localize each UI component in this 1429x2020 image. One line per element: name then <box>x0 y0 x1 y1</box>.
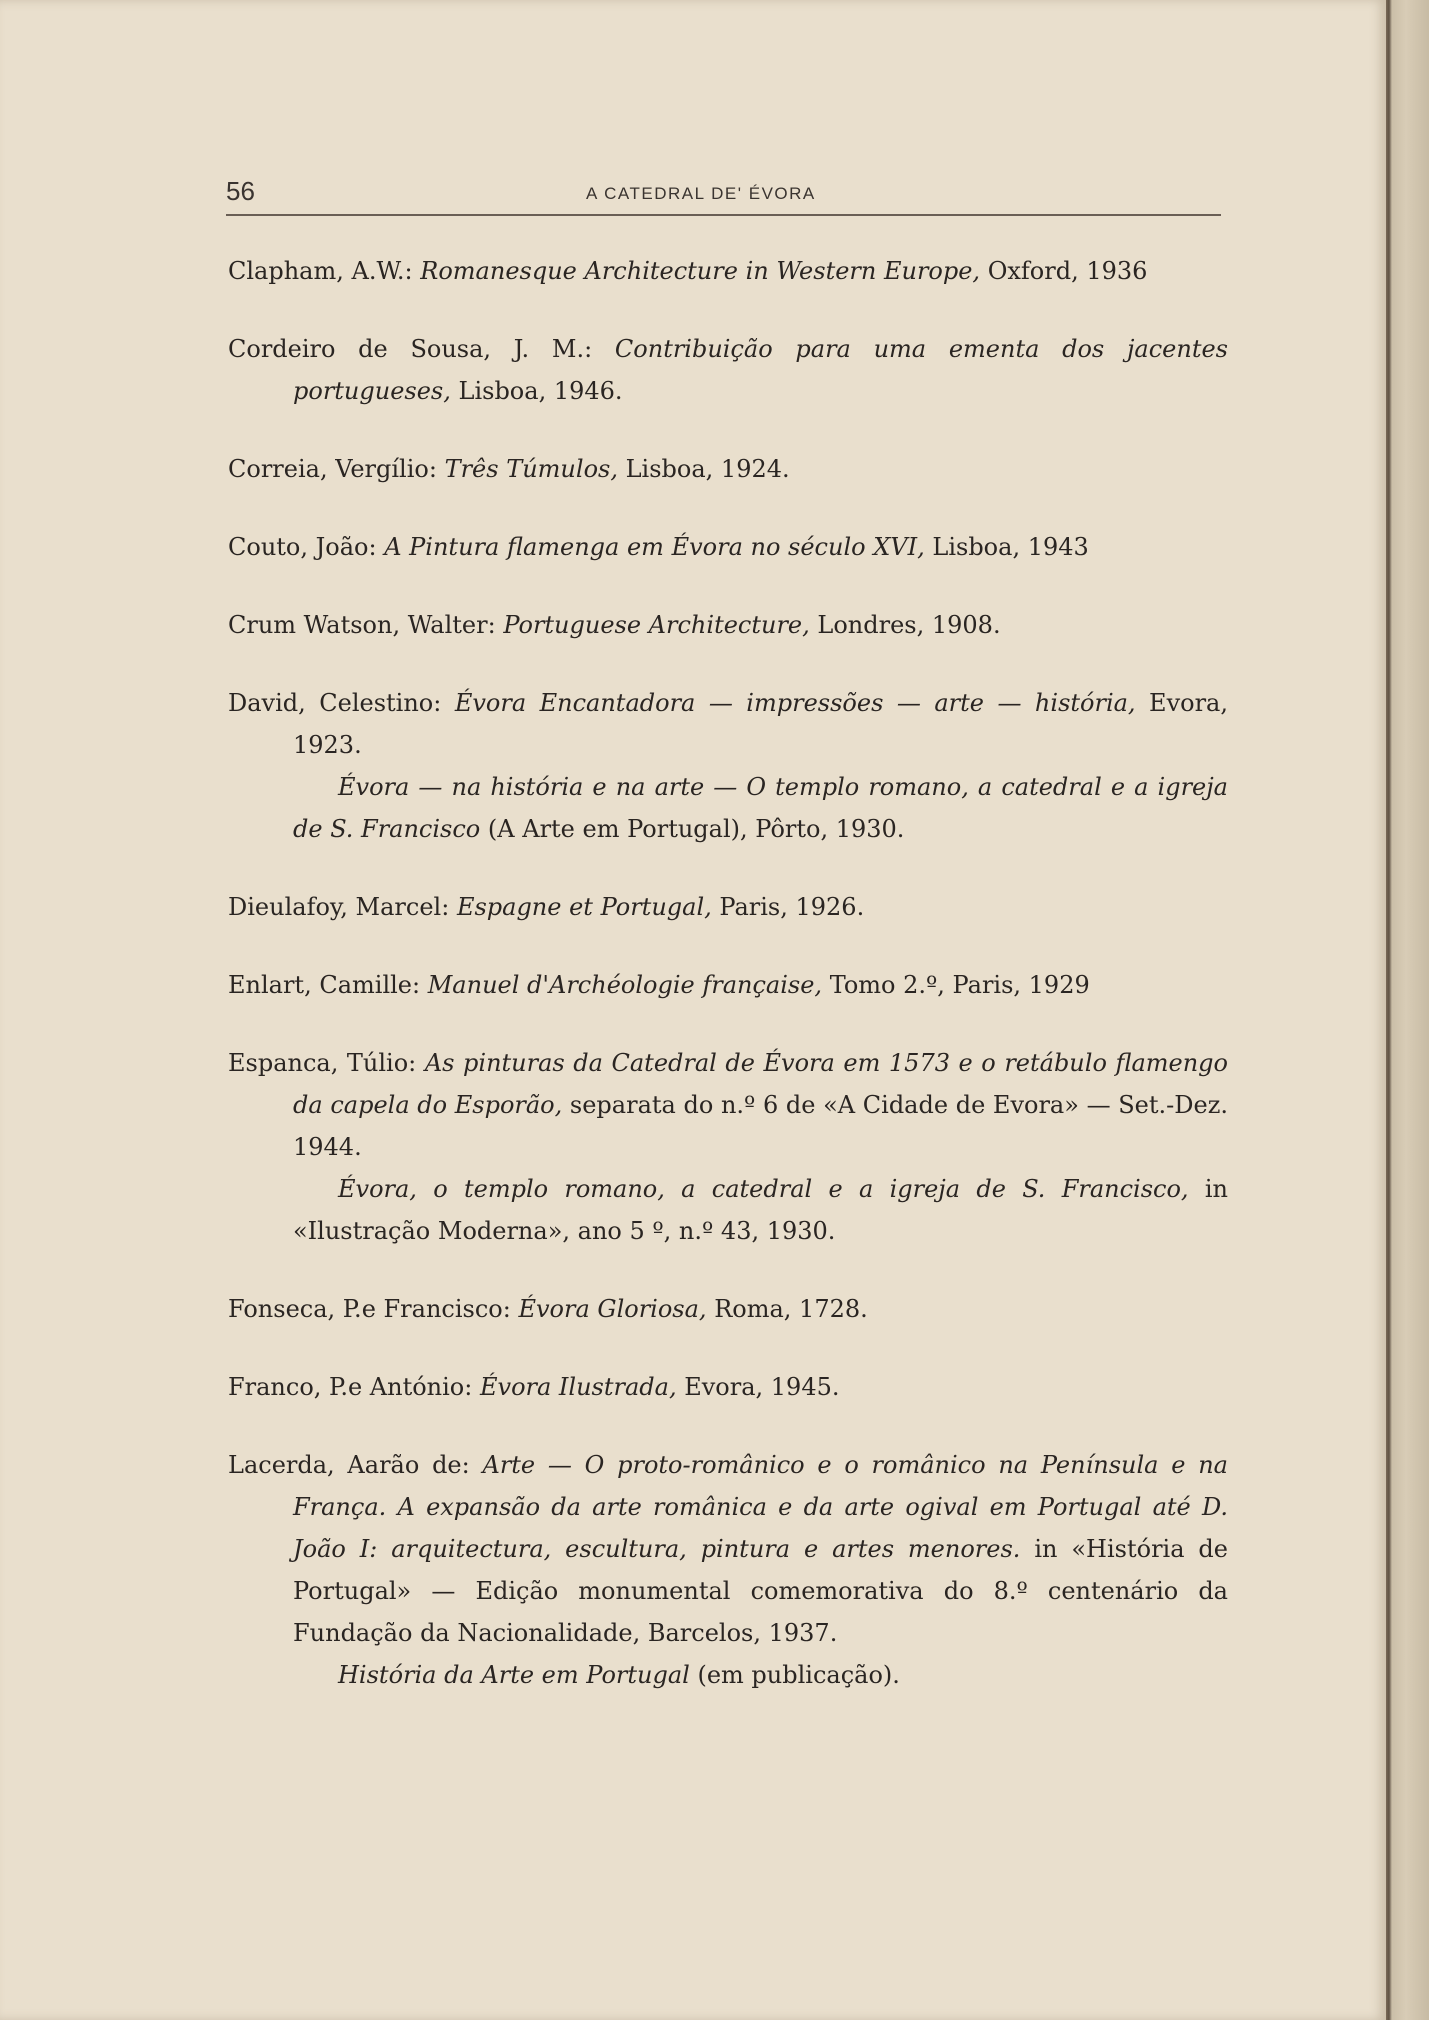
bib-paragraph <box>228 1042 1228 1168</box>
bib-title: As pinturas da Catedral de Évora em 1573 e o retábulo flamengo da capela do Esporão, <box>293 1049 1228 1119</box>
bib-title: Contribuição para uma ementa dos jacentes portugueses, <box>293 335 1228 405</box>
bib-paragraph <box>228 886 1228 928</box>
bib-paragraph <box>228 250 1228 292</box>
page-number: 56 <box>226 176 255 206</box>
bib-entry <box>228 448 1228 490</box>
bib-author: Cordeiro de Sousa, J. M.: <box>228 335 593 363</box>
bib-details: Londres, 1908. <box>817 611 1001 639</box>
bib-entry <box>228 604 1228 646</box>
bib-title: Évora — na história e na arte — O templo romano, a catedral e a igreja de S. Francisco <box>293 773 1228 843</box>
header-rule <box>226 214 1221 216</box>
bib-author: Fonseca, P.e Francisco: <box>228 1295 511 1323</box>
bib-details: Oxford, 1936 <box>987 257 1148 285</box>
bib-title: Évora Ilustrada, <box>479 1373 677 1401</box>
bib-paragraph <box>228 448 1228 490</box>
bib-author: Espanca, Túlio: <box>228 1049 417 1077</box>
book-spine-edge <box>1386 0 1429 2020</box>
bib-author: Crum Watson, Walter: <box>228 611 496 639</box>
bib-title: Portuguese Architecture, <box>503 611 810 639</box>
bib-title: História da Arte em Portugal <box>338 1661 690 1689</box>
bibliography-list <box>228 250 1228 1732</box>
bib-entry <box>228 886 1228 928</box>
bib-entry <box>228 1366 1228 1408</box>
bib-title: Romanesque Architecture in Western Europe, <box>420 257 981 285</box>
bib-details: (em publicação). <box>697 1661 900 1689</box>
bib-details: in «História de Portugal» — Edição monumental comemorativa do 8.º centenário da Fundação da Nacionalidade, Barcelos, 1937. <box>293 1535 1228 1647</box>
bib-details: Paris, 1926. <box>719 893 865 921</box>
bib-continuation <box>228 1654 1228 1696</box>
bib-title: Três Túmulos, <box>444 455 618 483</box>
bib-details: Tomo 2.º, Paris, 1929 <box>829 971 1090 999</box>
bib-paragraph <box>228 604 1228 646</box>
bib-details: Lisboa, 1943 <box>932 533 1089 561</box>
bib-entry <box>228 1042 1228 1252</box>
bib-entry <box>228 250 1228 292</box>
bib-author: Franco, P.e António: <box>228 1373 473 1401</box>
bib-author: Enlart, Camille: <box>228 971 421 999</box>
bib-title: Évora Encantadora — impressões — arte — história, <box>454 689 1136 717</box>
bib-paragraph <box>228 1444 1228 1654</box>
bib-author: Dieulafoy, Marcel: <box>228 893 450 921</box>
bib-title: Arte — O proto-românico e o românico na Península e na França. A expansão da arte românica e da arte ogival em Portugal até D. João I: arquitectura, escultura, pintura e artes menores. <box>293 1451 1228 1563</box>
bib-title: Manuel d'Archéologie française, <box>427 971 823 999</box>
bib-entry <box>228 964 1228 1006</box>
running-title: A CATEDRAL DE' ÉVORA <box>586 184 816 203</box>
bib-continuation <box>228 766 1228 850</box>
bib-title: Espagne et Portugal, <box>456 893 712 921</box>
bib-details: (A Arte em Portugal), Pôrto, 1930. <box>487 815 905 843</box>
bib-paragraph <box>228 1366 1228 1408</box>
page-header <box>226 176 1221 216</box>
bib-paragraph <box>228 682 1228 766</box>
bib-details: Roma, 1728. <box>714 1295 868 1323</box>
bib-author: David, Celestino: <box>228 689 442 717</box>
bib-title: Évora Gloriosa, <box>518 1295 707 1323</box>
bib-details: Lisboa, 1924. <box>625 455 790 483</box>
bib-entry <box>228 1288 1228 1330</box>
bib-author: Couto, João: <box>228 533 377 561</box>
bib-details: Evora, 1945. <box>684 1373 840 1401</box>
bib-entry <box>228 328 1228 412</box>
bib-continuation <box>228 1168 1228 1252</box>
bib-paragraph <box>228 526 1228 568</box>
bib-author: Lacerda, Aarão de: <box>228 1451 470 1479</box>
bib-author: Correia, Vergílio: <box>228 455 437 483</box>
bib-entry <box>228 1444 1228 1696</box>
bib-title: Évora, o templo romano, a catedral e a igreja de S. Francisco, <box>338 1175 1189 1203</box>
bib-paragraph <box>228 964 1228 1006</box>
bib-details: in «Ilustração Moderna», ano 5 º, n.º 43, 1930. <box>293 1175 1228 1245</box>
bib-author: Clapham, A.W.: <box>228 257 413 285</box>
bib-title: A Pintura flamenga em Évora no século XVI, <box>384 533 925 561</box>
bib-details: Evora, 1923. <box>293 689 1228 759</box>
bib-paragraph <box>228 1288 1228 1330</box>
bib-entry <box>228 682 1228 850</box>
bib-details: Lisboa, 1946. <box>458 377 623 405</box>
bib-entry <box>228 526 1228 568</box>
bib-details: separata do n.º 6 de «A Cidade de Evora» — Set.-Dez. 1944. <box>293 1091 1228 1161</box>
bib-paragraph <box>228 328 1228 412</box>
